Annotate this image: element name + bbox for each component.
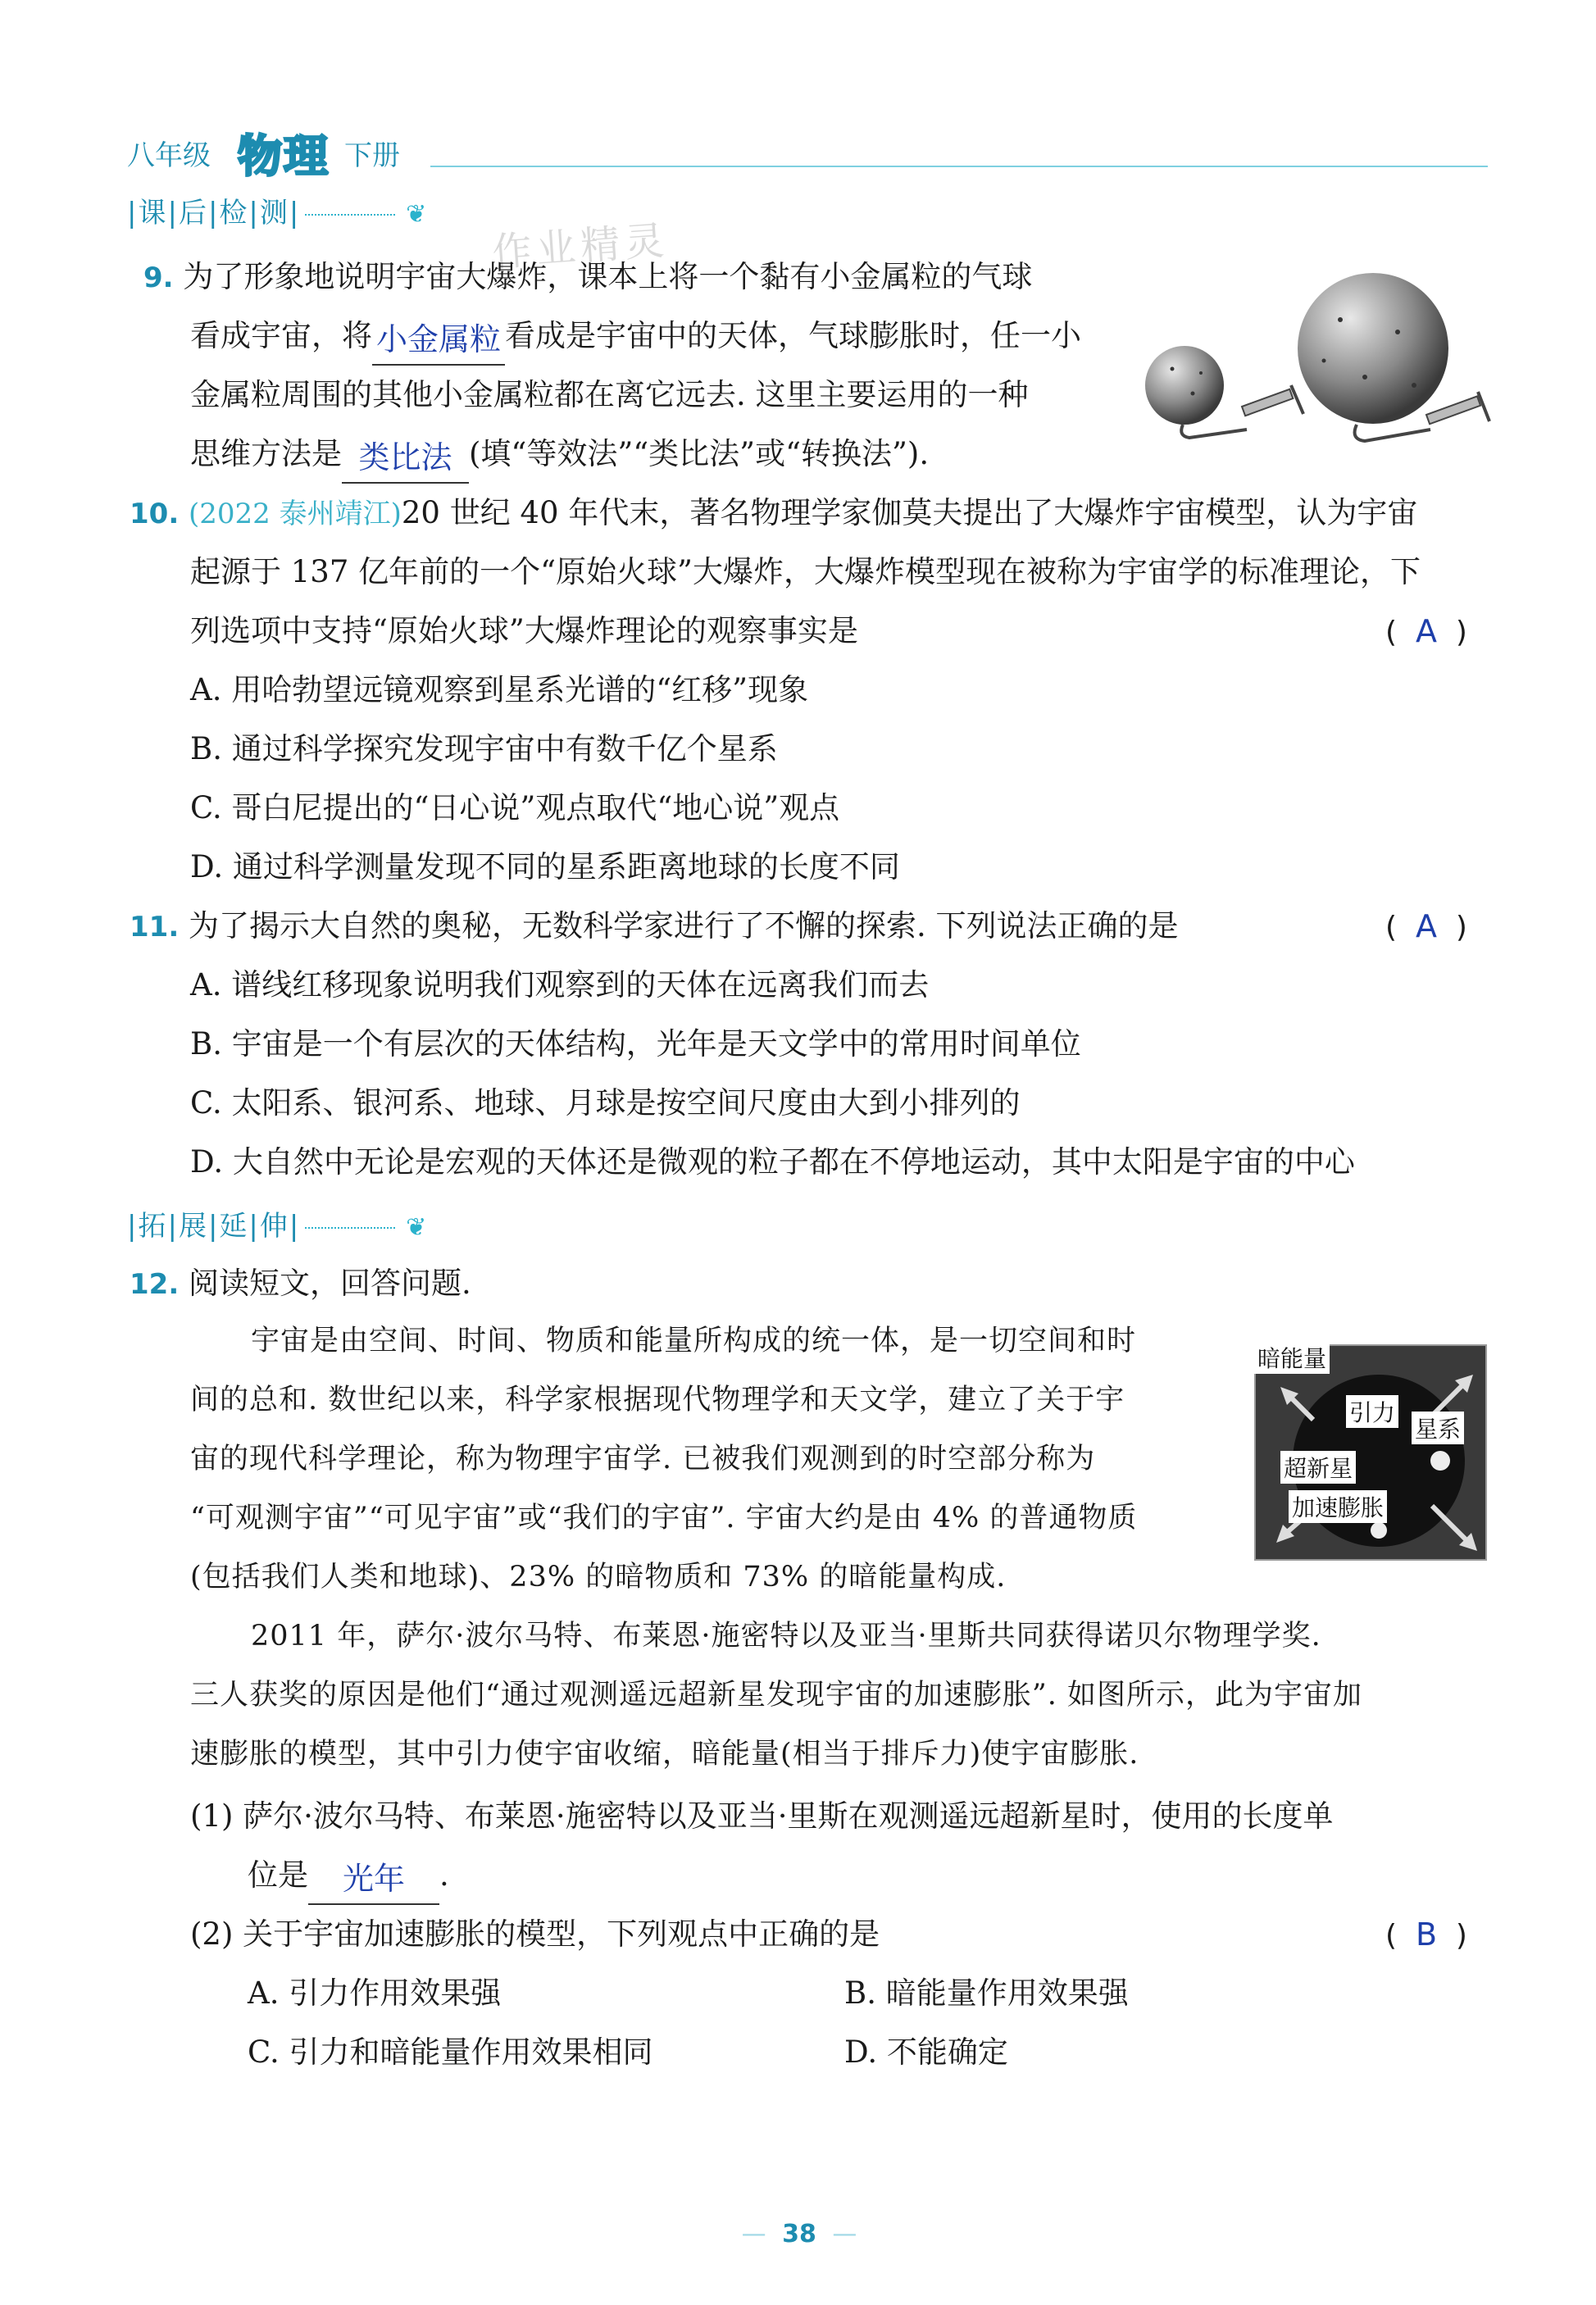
option-d[interactable]: D. 大自然中无论是宏观的天体还是微观的粒子都在不停地运动，其中太阳是宇宙的中心 <box>190 1144 1355 1180</box>
feather-icon: ❦ <box>406 1213 429 1242</box>
answer-bracket: ( B ) <box>1385 1916 1467 1953</box>
answer-bracket: ( A ) <box>1385 613 1467 649</box>
option-b[interactable]: B. 宇宙是一个有层次的天体结构，光年是天文学中的常用时间单位 <box>190 1026 1081 1062</box>
sub-question-1: (1) 萨尔·波尔马特、布莱恩·施密特以及亚当·里斯在观测遥远超新星时，使用的长度单 <box>190 1798 1334 1834</box>
option-d[interactable]: D. 通过科学测量发现不同的星系距离地球的长度不同 <box>190 849 900 884</box>
expansion-model-figure <box>1254 1344 1487 1561</box>
option-b[interactable]: B. 通过科学探究发现宇宙中有数千亿个星系 <box>190 731 778 766</box>
question-12: 12. 阅读短文，回答问题. <box>130 1266 471 1301</box>
sub-question-2: (2) 关于宇宙加速膨胀的模型，下列观点中正确的是 <box>190 1916 880 1952</box>
option-b[interactable]: B. 暗能量作用效果强 <box>844 1975 1129 2011</box>
answer-blank[interactable]: 类比法 <box>342 433 469 484</box>
option-c[interactable]: C. 引力和暗能量作用效果相同 <box>248 2034 653 2070</box>
question-source: (2022 泰州靖江) <box>189 498 402 530</box>
feather-icon: ❦ <box>406 200 429 229</box>
option-c[interactable]: C. 哥白尼提出的“日心说”观点取代“地心说”观点 <box>190 790 840 825</box>
header-rule <box>430 166 1488 167</box>
question-10-line3: 列选项中支持“原始火球”大爆炸理论的观察事实是 <box>190 613 858 648</box>
reading-paragraph-1: 宇宙是由空间、时间、物质和能量所构成的统一体，是一切空间和时 间的总和. 数世纪以来，科学家根据现代物理学和天文学，建立了关于宇 宙的现代科学理论，称为物理宇宙学. 已被我们观测到的时空部分称为 “可观测宇宙”“可见宇宙”或“我们的宇宙”. 宇宙大约是由 4% 的普通物质 (包括我们人类和地球)、23% 的暗物质和 73% 的暗能量构成. <box>190 1325 1138 1593</box>
section-extension: |拓|展|延|伸| ❦ <box>127 1210 429 1243</box>
large-balloon-icon <box>1298 273 1489 441</box>
figure-label-supernova: 超新星 <box>1280 1451 1356 1484</box>
volume-label: 下册 <box>344 139 400 172</box>
question-9-line2: 看成宇宙，将 小金属粒 看成是宇宙中的天体，气球膨胀时，任一小 <box>190 307 1081 366</box>
option-d[interactable]: D. 不能确定 <box>844 2034 1008 2070</box>
question-9: 9. 为了形象地说明宇宙大爆炸，课本上将一个黏有小金属粒的气球 <box>143 259 1033 294</box>
section-after-class: |课|后|检|测| ❦ <box>127 197 429 230</box>
grade-label: 八年级 <box>127 139 211 172</box>
figure-label-acceleration: 加速膨胀 <box>1289 1490 1387 1523</box>
answer-choice[interactable]: A <box>1415 613 1437 649</box>
figure-label-galaxy: 星系 <box>1412 1412 1464 1444</box>
figure-label-dark-energy: 暗能量 <box>1254 1341 1330 1374</box>
page-footer: — 38 — <box>741 2220 857 2248</box>
page-number: 38 <box>782 2220 816 2248</box>
watermark: 作业精灵 <box>490 217 671 276</box>
question-10-line2: 起源于 137 亿年前的一个“原始火球”大爆炸，大爆炸模型现在被称为宇宙学的标准理论，下 <box>190 554 1421 589</box>
answer-blank[interactable]: 小金属粒 <box>372 315 505 366</box>
option-a[interactable]: A. 谱线红移现象说明我们观察到的天体在远离我们而去 <box>190 967 930 1002</box>
answer-bracket: ( A ) <box>1385 908 1467 944</box>
option-a[interactable]: A. 用哈勃望远镜观察到星系光谱的“红移”现象 <box>190 672 809 707</box>
option-a[interactable]: A. 引力作用效果强 <box>248 1975 502 2011</box>
question-9-line4: 思维方法是 类比法 (填“等效法”“类比法”或“转换法”). <box>190 425 929 484</box>
page-header <box>127 123 1488 180</box>
answer-blank[interactable]: 光年 <box>308 1854 439 1905</box>
question-10: 10. (2022 泰州靖江)20 世纪 40 年代末，著名物理学家伽莫夫提出了大爆炸宇宙模型，认为宇宙 <box>130 495 1418 530</box>
subject-label: 物理 <box>238 130 330 182</box>
answer-choice[interactable]: B <box>1415 1916 1438 1953</box>
answer-choice[interactable]: A <box>1415 908 1437 944</box>
option-c[interactable]: C. 太阳系、银河系、地球、月球是按空间尺度由大到小排列的 <box>190 1085 1021 1121</box>
small-balloon-icon <box>1145 346 1303 438</box>
reading-paragraph-2: 2011 年，萨尔·波尔马特、布莱恩·施密特以及亚当·里斯共同获得诺贝尔物理学奖. 三人获奖的原因是他们“通过观测遥远超新星发现宇宙的加速膨胀”. 如图所示，此为宇宙加 速膨胀的模型，其中引力使宇宙收缩，暗能量(相当于排斥力)使宇宙膨胀. <box>190 1620 1363 1771</box>
question-9-line3: 金属粒周围的其他小金属粒都在离它远去. 这里主要运用的一种 <box>190 377 1029 412</box>
balloon-illustration <box>1135 271 1496 467</box>
question-11: 11. 为了揭示大自然的奥秘，无数科学家进行了不懈的探索. 下列说法正确的是 <box>130 908 1179 943</box>
figure-label-gravity: 引力 <box>1346 1395 1398 1428</box>
question-number: 9. <box>143 261 174 294</box>
sub-question-1-line2: 位是 光年 . <box>248 1846 449 1905</box>
